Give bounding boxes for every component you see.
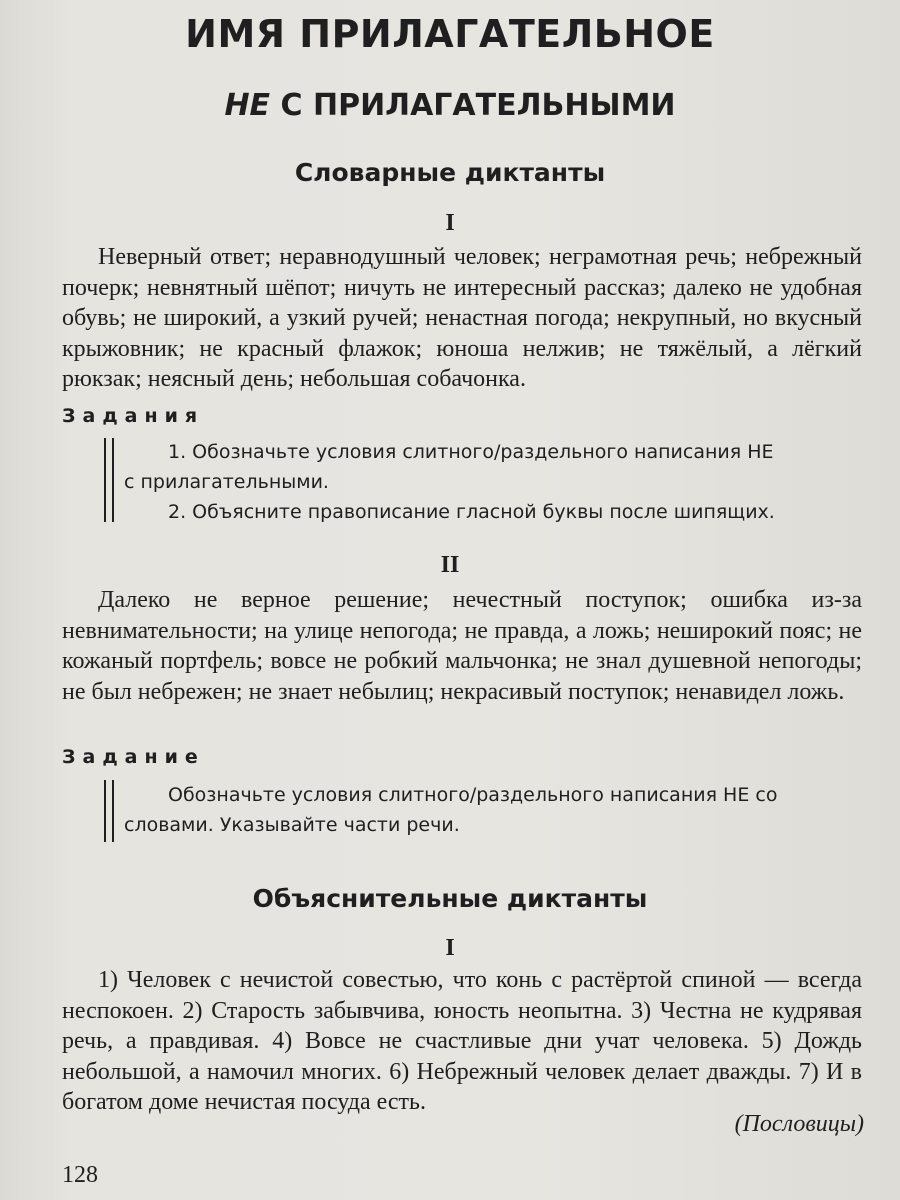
explain-part1-text: 1) Человек с нечистой совестью, что конь с растёртой спиной — всегда неспокоен. 2) Старость забывчива, юность неопытна. 3) Честна не кудрявая речь, а правдивая. 4) Вовсе не счастливые дни учат человека. 5) Дождь небольшой, а намочил многих. 6) Небрежный человек делает дважды. 7) И в богатом доме нечистая посуда есть. bbox=[62, 967, 862, 1115]
page-number: 128 bbox=[62, 1162, 98, 1188]
explain-dictation-title: Объяснительные диктанты bbox=[252, 884, 648, 913]
task-line: словами. Указывайте части речи. bbox=[124, 814, 460, 836]
task-line: с прилагательными. bbox=[124, 471, 329, 493]
vocab-dictation-title: Словарные диктанты bbox=[294, 158, 606, 187]
chapter-title: ИМЯ ПРИЛАГАТЕЛЬНОЕ bbox=[185, 12, 715, 56]
vocab-part2-tasks bbox=[104, 780, 864, 840]
task-line: Обозначьте условия слитного/раздельного написания НЕ со bbox=[168, 784, 778, 806]
task-line: 2. Объясните правописание гласной буквы после шипящих. bbox=[168, 501, 775, 523]
vocab-part2-text: Далеко не верное решение; нечестный поступок; ошибка из-за невнимательности; на улице непогода; не правда, а ложь; неширокий пояс; не кожаный портфель; вовсе не робкий мальчонка; не знал душевной непогоды; не был небрежен; не знает небылиц; некрасивый поступок; ненавидел ложь. bbox=[62, 587, 862, 705]
vocab-part2-task-label: Задание bbox=[62, 746, 205, 768]
explain-part1-numeral: I bbox=[445, 935, 455, 961]
vocab-part1-numeral: I bbox=[445, 210, 455, 236]
section-heading-ne: НЕ bbox=[224, 88, 271, 123]
vocab-part2-numeral: II bbox=[440, 552, 460, 578]
task-line: 1. Обозначьте условия слитного/раздельного написания НЕ bbox=[168, 441, 774, 463]
section-heading-rest: С ПРИЛАГАТЕЛЬНЫМИ bbox=[270, 88, 676, 123]
vocab-part1-text: Неверный ответ; неравнодушный человек; неграмотная речь; небрежный почерк; невнятный шёпот; ничуть не интересный рассказ; далеко не удобная обувь; не широкий, а узкий ручей; ненастная погода; некрупный, но вкусный крыжовник; не красный флажок; юноша нелжив; не тяжёлый, а лёгкий рюкзак; неясный день; небольшая собачонка. bbox=[62, 244, 862, 392]
vocab-part1-task-label: Задания bbox=[62, 405, 205, 427]
proverbs-source: (Пословицы) bbox=[734, 1111, 864, 1137]
vocab-part1-tasks bbox=[104, 437, 864, 527]
section-heading bbox=[0, 88, 900, 123]
